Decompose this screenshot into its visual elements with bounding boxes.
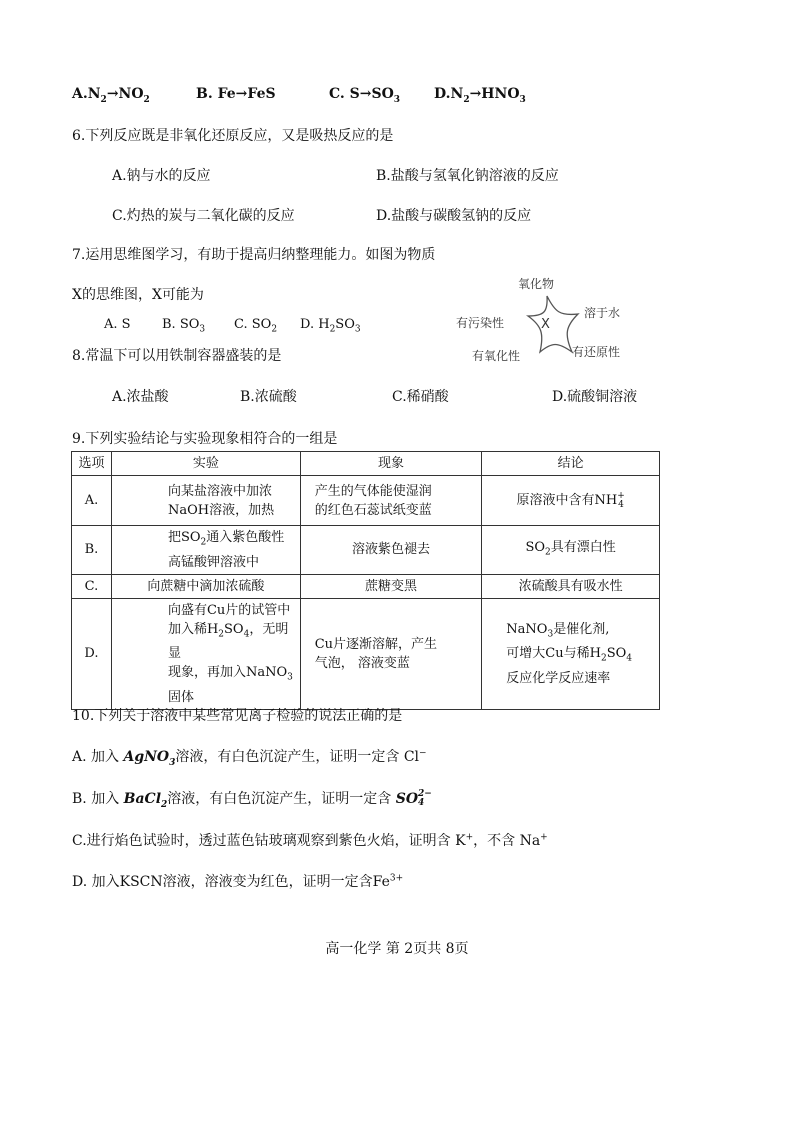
- page-footer: 高一化学 第 2页共 8页: [325, 941, 469, 957]
- q9-row-a-option: A.: [72, 476, 112, 526]
- q9-table: [71, 451, 660, 710]
- q9-row-a: [72, 476, 660, 526]
- mind-map-diagram: [452, 272, 642, 364]
- q9-header-row: [72, 452, 660, 476]
- mind-map-star-shape: [528, 296, 578, 352]
- q7-option-c: C. $SO_2$: [234, 317, 278, 335]
- q9-row-d-experiment: 向盛有Cu片的试管中 加入稀$H_2SO_4$，无明显 现象，再加入NaNO$_3$固体: [111, 598, 300, 709]
- q9-row-d: [72, 598, 660, 709]
- q9-row-a-phenomenon: 产生的气体能使湿润 的红色石蕊试纸变蓝: [300, 476, 482, 526]
- q9-row-a-experiment: 向某盐溶液中加浓 NaOH溶液，加热: [111, 476, 300, 526]
- mind-map-top: 氧化物: [518, 277, 555, 291]
- q5-option-d: $D.N_2\to HNO_3$: [434, 86, 526, 105]
- q9-row-d-phenomenon: Cu片逐渐溶解，产生 气泡， 溶液变蓝: [300, 598, 482, 709]
- mind-map-center: X: [541, 317, 550, 332]
- q6-stem: 6.下列反应既是非氧化还原反应，又是吸热反应的是: [72, 128, 394, 144]
- q9-row-b-phenomenon: 溶液紫色褪去: [300, 526, 482, 575]
- q8-option-d: D.硫酸铜溶液: [552, 389, 638, 405]
- q9-row-c-phenomenon: 蔗糖变黑: [300, 574, 482, 598]
- q8-option-b: B.浓硫酸: [240, 389, 297, 405]
- q9-row-c-experiment: 向蔗糖中滴加浓硫酸: [111, 574, 300, 598]
- q9-row-a-conclusion: 原溶液中含有NH + 4: [482, 476, 660, 526]
- q10-option-c: C.进行焰色试验时，透过蓝色钴玻璃观察到紫色火焰，证明含 K+，不含 Na+: [72, 832, 548, 849]
- q10-option-a: A. 加入 AgNO$_3$溶液，有白色沉淀产生，证明一定含 Cl−: [72, 748, 427, 768]
- q9-header-phenomenon: 现象: [300, 452, 482, 476]
- q5-option-c: C. $S\to SO_3$: [329, 86, 401, 105]
- q10-option-b: B. 加入 BaCl$_2$溶液，有白色沉淀产生，证明一定含 SO 2− 4: [72, 789, 432, 810]
- q9-row-d-option: D.: [72, 598, 112, 709]
- q9-header-option: 选项: [72, 452, 112, 476]
- q9-row-c-conclusion: 浓硫酸具有吸水性: [482, 574, 660, 598]
- q10-stem: 10.下列关于溶液中某些常见离子检验的说法正确的是: [72, 708, 403, 724]
- q6-option-c: C.灼热的炭与二氧化碳的反应: [112, 208, 295, 224]
- q9-header-conclusion: 结论: [482, 452, 660, 476]
- q9-row-c-option: C.: [72, 574, 112, 598]
- mind-map-bottom-right: 有还原性: [572, 345, 621, 359]
- q6-option-a: A.钠与水的反应: [112, 168, 211, 184]
- q7-option-d: D. $H_2SO_3$: [300, 317, 361, 335]
- mind-map-right: 溶于水: [584, 306, 621, 320]
- mind-map-left: 有污染性: [456, 316, 505, 330]
- q8-stem: 8.常温下可以用铁制容器盛装的是: [72, 348, 282, 364]
- q7-stem-line2: X的思维图，X可能为: [72, 287, 204, 303]
- q9-row-b-option: B.: [72, 526, 112, 575]
- q10-option-d: D. 加入KSCN溶液，溶液变为红色，证明一定含$Fe^{3+}$: [72, 873, 404, 890]
- q9-row-b-experiment: 把$SO_2$通入紫色酸性 高锰酸钾溶液中: [111, 526, 300, 575]
- q5-option-a: $A.N_2\to NO_2$: [72, 86, 150, 105]
- q9-row-d-conclusion: NaNO$_3$是催化剂, 可增大Cu与稀$H_2SO_4$ 反应化学反应速率: [482, 598, 660, 709]
- q6-option-b: B.盐酸与氢氧化钠溶液的反应: [376, 168, 559, 184]
- mind-map-bottom-left: 有氧化性: [472, 349, 521, 363]
- q9-row-b-conclusion: $SO_2$具有漂白性: [482, 526, 660, 575]
- q9-row-b: [72, 526, 660, 575]
- q7-option-b: B. $SO_3$: [162, 317, 206, 335]
- q5-option-b: B. Fe→FeS: [196, 86, 276, 102]
- q9-row-c: [72, 574, 660, 598]
- q9-header-experiment: 实验: [111, 452, 300, 476]
- q6-option-d: D.盐酸与碳酸氢钠的反应: [376, 208, 532, 224]
- q9-stem: 9.下列实验结论与实验现象相符合的一组是: [72, 431, 338, 447]
- q8-option-c: C.稀硝酸: [392, 389, 449, 405]
- q7-stem-line1: 7.运用思维图学习，有助于提高归纳整理能力。如图为物质: [72, 247, 436, 263]
- q8-option-a: A.浓盐酸: [112, 389, 169, 405]
- q7-option-a: A. S: [104, 317, 131, 332]
